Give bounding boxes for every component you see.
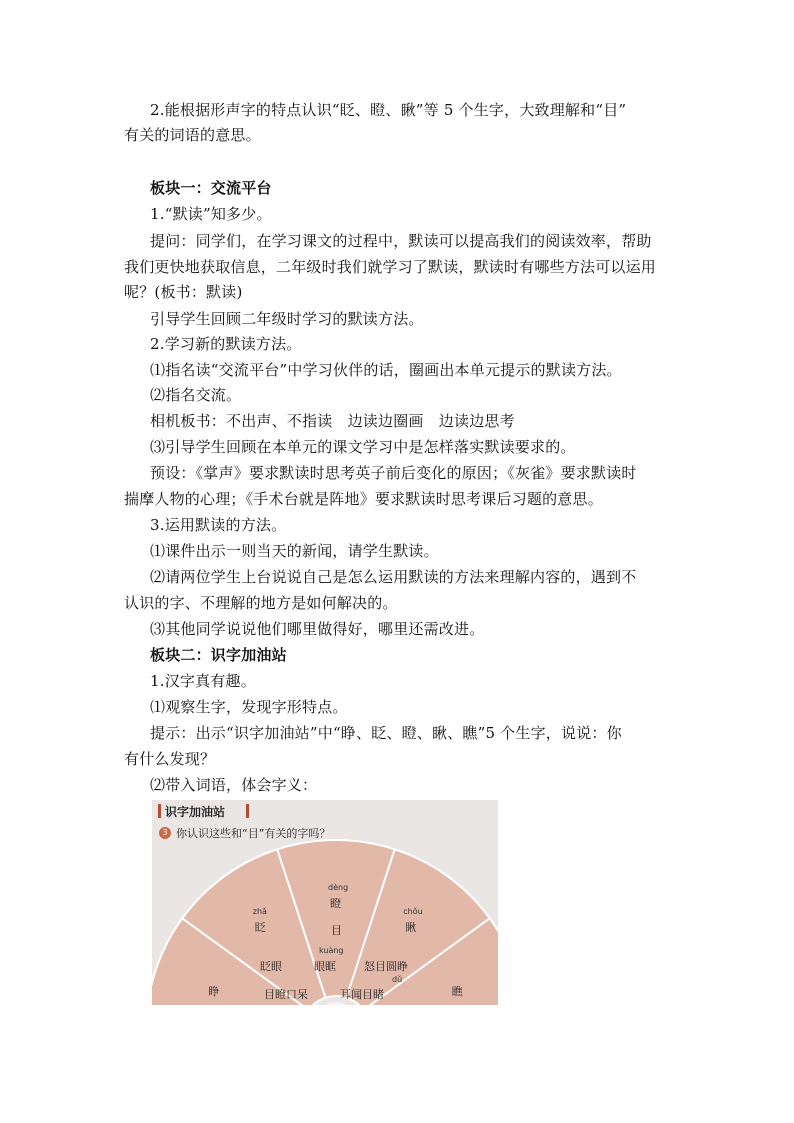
paragraph-line: 揣摩人物的心理；《手术台就是阵地》要求默读时思考课后习题的意思。 xyxy=(124,490,603,508)
paragraph-line: 提示：出示“识字加油站”中“睁、眨、瞪、瞅、瞧”5 个生字，说说：你 xyxy=(150,724,622,742)
word-pinyin: dǔ xyxy=(392,975,403,984)
paragraph-line: ⑶其他同学说说他们哪里做得好，哪里还需改进。 xyxy=(150,620,485,638)
paragraph-line: 提问：同学们，在学习课文的过程中，默读可以提高我们的阅读效率，帮助 xyxy=(150,232,652,250)
fan-char: 瞧 xyxy=(451,985,463,999)
word-pinyin: kuàng xyxy=(319,946,344,955)
paragraph-line: 预设：《掌声》要求默读时思考英子前后变化的原因；《灰雀》要求默读时 xyxy=(150,464,637,482)
fan-char: 瞪 xyxy=(330,897,341,910)
word-erwenmudu: 耳闻目睹 xyxy=(340,988,384,1001)
paragraph-line: 3.运用默读的方法。 xyxy=(150,516,287,534)
question-number: 3 xyxy=(159,827,171,839)
paragraph-line: 引导学生回顾二年级时学习的默读方法。 xyxy=(150,310,424,328)
paragraph-line: 2.学习新的默读方法。 xyxy=(150,335,302,353)
paragraph-line: ⑶引导学生回顾在本单元的课文学习中是怎样落实默读要求的。 xyxy=(150,438,576,456)
fan-char-pinyin: dèng xyxy=(328,883,349,892)
paragraph-line: ⑴指名读“交流平台”中学习伙伴的话，圈画出本单元提示的默读方法。 xyxy=(150,361,622,379)
paragraph-line: ⑵带入词语，体会字义： xyxy=(150,776,318,794)
section-heading-1: 板块一：交流平台 xyxy=(150,179,272,197)
paragraph-line: ⑵请两位学生上台说说自己是怎么运用默读的方法来理解内容的，遇到不 xyxy=(150,568,637,586)
paragraph-line: 1.“默读”知多少。 xyxy=(150,205,272,223)
paragraph-line: 1.汉字真有趣。 xyxy=(150,672,256,690)
fan-char: 眨 xyxy=(254,921,266,935)
word-zhayan: 眨眼 xyxy=(260,960,282,973)
objective-line-1: 2.能根据形声字的特点认识“眨、瞪、瞅”等 5 个生字，大致理解和“目” xyxy=(150,101,627,119)
paragraph-line: 相机板书：不出声、不指读 边读边圈画 边读边思考 xyxy=(150,412,515,430)
paragraph-line: 有什么发现？ xyxy=(124,750,216,768)
paragraph-line: ⑴观察生字，发现字形特点。 xyxy=(150,698,348,716)
figure-title: 识字加油站 xyxy=(165,805,226,819)
objective-line-2: 有关的词语的意思。 xyxy=(124,126,261,144)
paragraph-line: ⑵指名交流。 xyxy=(150,386,242,404)
word-mudengkoudai: 目瞪口呆 xyxy=(264,988,308,1001)
question-text: 你认识这些和“目”有关的字吗？ xyxy=(176,827,331,840)
paragraph-line: ⑴课件出示一则当天的新闻，请学生默读。 xyxy=(150,542,439,560)
center-char: 目 xyxy=(331,924,342,937)
word-yankuang: 眼眶 xyxy=(314,960,336,973)
fan-char-pinyin: chǒu xyxy=(403,907,423,917)
fan-char: 睁 xyxy=(208,985,220,999)
paragraph-line: 呢？(板书：默读) xyxy=(124,283,243,301)
word-numuyuanzheng: 怒目圆睁 xyxy=(364,960,408,973)
fan-diagram xyxy=(152,800,498,1005)
fan-char-pinyin: zhǎ xyxy=(252,907,267,917)
textbook-figure xyxy=(152,800,498,1005)
fan-char: 瞅 xyxy=(405,921,417,935)
paragraph-line: 我们更快地获取信息，二年级时我们就学习了默读，默读时有哪些方法可以运用 xyxy=(124,258,657,276)
section-heading-2: 板块二：识字加油站 xyxy=(150,646,287,664)
paragraph-line: 认识的字、不理解的地方是如何解决的。 xyxy=(124,594,398,612)
